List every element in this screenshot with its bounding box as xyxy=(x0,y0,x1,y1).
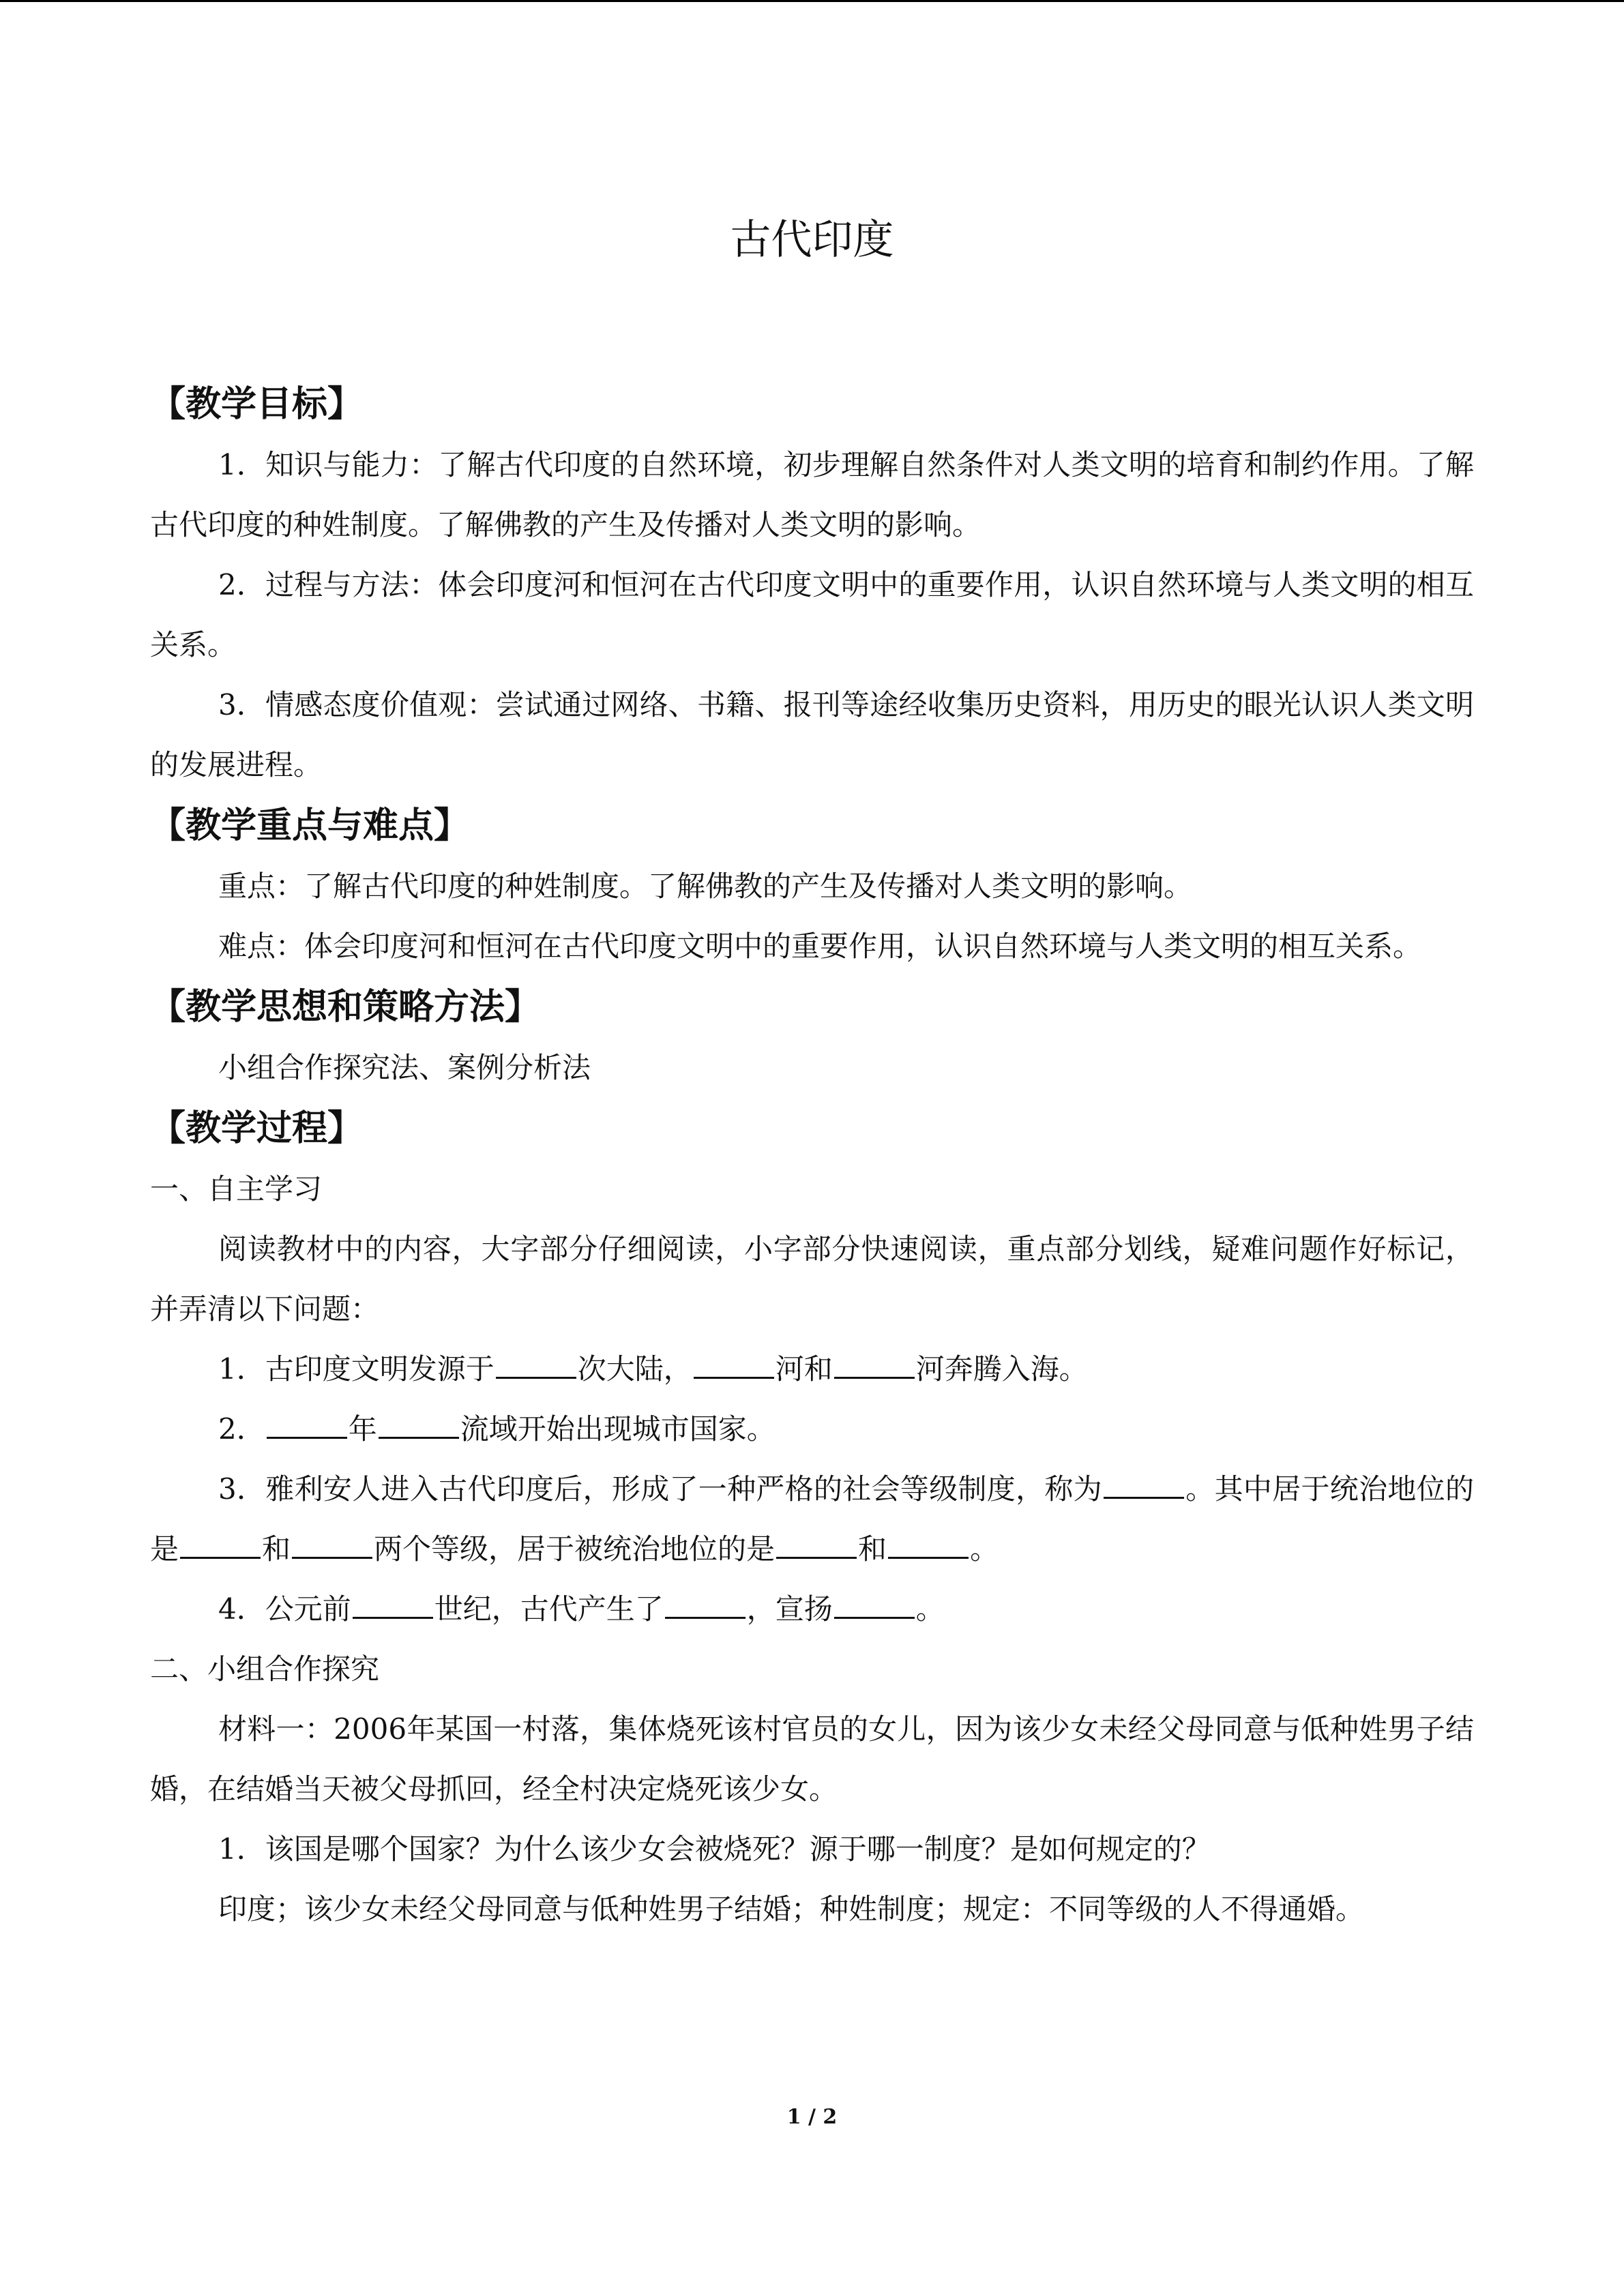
goal-item-1: 1．知识与能力：了解古代印度的自然环境，初步理解自然条件对人类文明的培育和制约作用。了解古代印度的种姓制度。了解佛教的产生及传播对人类文明的影响。 xyxy=(150,448,1474,541)
question-text: 次大陆， xyxy=(577,1352,692,1386)
methods-paragraph: 小组合作探究法、案例分析法 xyxy=(218,1051,591,1084)
question-text: 流域开始出现城市国家。 xyxy=(460,1412,776,1446)
self-study-intro: 阅读教材中的内容，大字部分仔细阅读，小字部分快速阅读，重点部分划线，疑难问题作好标记，并弄清以下问题： xyxy=(150,1232,1474,1326)
document-body xyxy=(150,374,1474,1939)
discussion-question-1: 1．该国是哪个国家？为什么该少女会被烧死？源于哪一制度？是如何规定的？ xyxy=(218,1832,1211,1866)
question-text: 世纪，古代产生了 xyxy=(434,1592,664,1626)
fill-question-2 xyxy=(150,1399,1474,1459)
question-text: 。其中居于统治地位的是 xyxy=(150,1472,1474,1566)
methods-heading: 【教学思想和策略方法】 xyxy=(150,987,541,1028)
answer-blank xyxy=(665,1590,745,1619)
answer-blank xyxy=(888,1530,969,1559)
answer-blank xyxy=(379,1410,459,1439)
answer-blank xyxy=(292,1530,372,1559)
fill-question-4 xyxy=(150,1579,1474,1639)
process-heading: 【教学过程】 xyxy=(150,1108,364,1149)
question-text: 3．雅利安人进入古代印度后，形成了一种严格的社会等级制度，称为 xyxy=(218,1472,1102,1506)
page-number: 1 / 2 xyxy=(786,2105,838,2129)
question-text: 河奔腾入海。 xyxy=(915,1352,1088,1386)
fill-question-1 xyxy=(150,1339,1474,1399)
answer-blank xyxy=(776,1530,857,1559)
document-title: 古代印度 xyxy=(730,216,894,264)
self-study-label: 一、自主学习 xyxy=(150,1172,323,1206)
answer-blank xyxy=(834,1590,915,1619)
answer-blank xyxy=(180,1530,261,1559)
fill-question-3 xyxy=(150,1459,1474,1579)
answer-blank xyxy=(694,1350,774,1379)
question-text: 和 xyxy=(262,1532,291,1566)
answer-blank xyxy=(1104,1470,1184,1499)
question-text: 和 xyxy=(858,1532,887,1566)
question-text: ，宣扬 xyxy=(746,1592,833,1626)
goal-item-2: 2．过程与方法：体会印度河和恒河在古代印度文明中的重要作用，认识自然环境与人类文明的相互关系。 xyxy=(150,568,1474,661)
key-points-heading: 【教学重点与难点】 xyxy=(150,805,470,846)
answer-blank xyxy=(267,1410,347,1439)
question-text: 两个等级，居于被统治地位的是 xyxy=(374,1532,776,1566)
question-text: 年 xyxy=(348,1412,377,1446)
answer-blank xyxy=(834,1350,915,1379)
question-text: 。 xyxy=(915,1592,945,1626)
goal-item-3: 3．情感态度价值观：尝试通过网络、书籍、报刊等途经收集历史资料，用历史的眼光认识人类文明的发展进程。 xyxy=(150,688,1474,781)
goals-heading: 【教学目标】 xyxy=(150,384,364,425)
question-text: 。 xyxy=(970,1532,999,1566)
question-text: 4．公元前 xyxy=(218,1592,351,1626)
answer-blank xyxy=(496,1350,576,1379)
question-text: 1．古印度文明发源于 xyxy=(218,1352,494,1386)
question-text: 河和 xyxy=(775,1352,833,1386)
discussion-answer-1: 印度；该少女未经父母同意与低种姓男子结婚；种姓制度；规定：不同等级的人不得通婚。 xyxy=(218,1892,1365,1926)
material-one-paragraph: 材料一：2006年某国一村落，集体烧死该村官员的女儿，因为该少女未经父母同意与低种姓男子结婚，在结婚当天被父母抓回，经全村决定烧死该少女。 xyxy=(150,1712,1474,1806)
focus-paragraph: 重点：了解古代印度的种姓制度。了解佛教的产生及传播对人类文明的影响。 xyxy=(218,869,1193,903)
answer-blank xyxy=(353,1590,433,1619)
difficulty-paragraph: 难点：体会印度河和恒河在古代印度文明中的重要作用，认识自然环境与人类文明的相互关系。 xyxy=(218,929,1422,963)
group-study-label: 二、小组合作探究 xyxy=(150,1652,380,1686)
question-text: 2． xyxy=(218,1412,265,1446)
